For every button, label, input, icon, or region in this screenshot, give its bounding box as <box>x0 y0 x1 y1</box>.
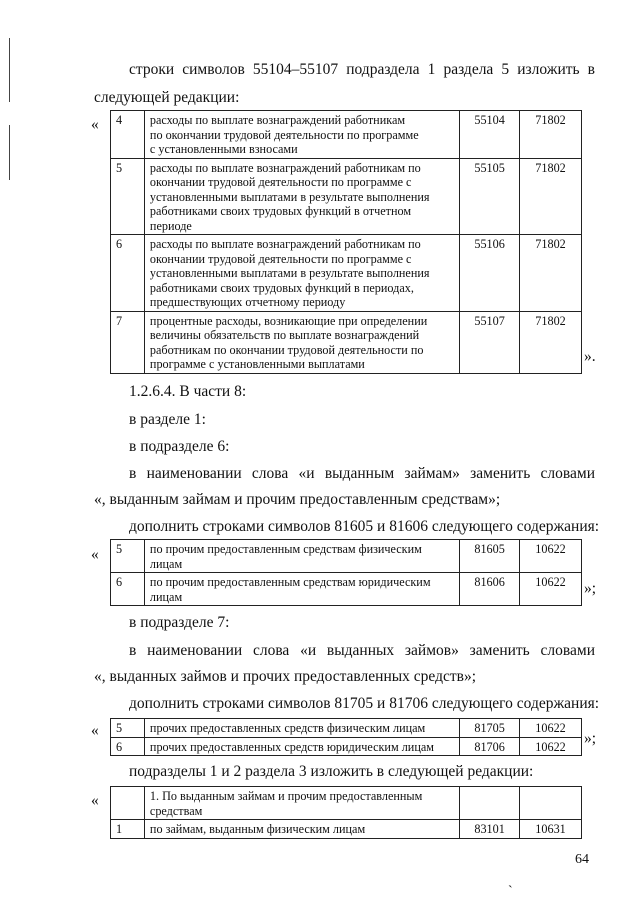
open-quote-4: « <box>91 792 99 809</box>
margin-mark-top <box>9 38 10 102</box>
row-description: прочих предоставленных средств физическим лицам <box>144 719 459 738</box>
row-description <box>144 540 459 573</box>
table-row <box>111 311 582 373</box>
reference-code: 71802 <box>520 235 582 312</box>
intro-line-1: строки символов 55104–55107 подраздела 1 раздела 5 изложить в <box>129 61 595 78</box>
subsection-title <box>144 787 459 820</box>
margin-mark-middle <box>9 125 10 180</box>
description-line: работникам по окончании трудовой деятельности по <box>149 342 424 357</box>
description-line: расходы по выплате вознаграждений работникам по <box>149 160 421 175</box>
reference-code: 10622 <box>520 573 582 606</box>
description-line: с установленными взносами <box>149 142 298 156</box>
close-quote-2: »; <box>584 580 597 597</box>
reference-code: 71802 <box>520 158 582 235</box>
section-heading: 1.2.6.4. В части 8: <box>129 383 247 400</box>
row-number: 1 <box>111 820 145 839</box>
description-line: установленными выплатами в результате выполнения <box>149 266 430 280</box>
replace1-line2: «, выданным займам и прочим предоставленным средствам»; <box>94 491 501 508</box>
page-number: 64 <box>575 852 589 867</box>
description-line: процентные расходы, возникающие при определении <box>149 313 428 328</box>
row-number: 6 <box>111 737 145 756</box>
table-section3 <box>110 786 582 839</box>
symbol-code: 81705 <box>460 719 520 738</box>
description-line: программе с установленными выплатами <box>149 357 365 371</box>
subsection-title-line: средствам <box>149 803 203 818</box>
close-quote-3: »; <box>584 730 597 747</box>
replace2-line1: в наименовании слова «и выданных займов» заменить словами <box>129 642 595 659</box>
open-quote-2: « <box>91 546 99 563</box>
row-description <box>144 235 459 312</box>
description-line: лицам <box>149 556 183 571</box>
table-row <box>111 158 582 235</box>
table-row <box>111 111 582 159</box>
row-number: 4 <box>111 111 145 159</box>
add1-line: дополнить строками символов 81605 и 81606 следующего содержания: <box>129 518 600 535</box>
row-number: 6 <box>111 573 145 606</box>
subsection-title-line: 1. По выданным займам и прочим предоставленным <box>149 789 423 803</box>
symbol-code: 81605 <box>460 540 520 573</box>
row-number: 7 <box>111 311 145 373</box>
reference-code <box>520 787 582 820</box>
description-line: расходы по выплате вознаграждений работникам по <box>149 237 421 251</box>
row-description: прочих предоставленных средств юридическим лицам <box>144 737 459 756</box>
reference-code: 10622 <box>520 540 582 573</box>
reference-code: 10622 <box>520 719 582 738</box>
description-line: расходы по выплате вознаграждений работникам <box>149 113 406 127</box>
description-line: периоде <box>149 218 192 233</box>
row-number: 5 <box>111 719 145 738</box>
replace2-line2: «, выданных займов и прочих предоставленных средств»; <box>94 668 476 685</box>
row-number: 5 <box>111 158 145 235</box>
table-symbols-81705-81706 <box>110 718 582 756</box>
description-line: работниками своих трудовых функций в отчетном <box>149 204 412 218</box>
description-line: лицам <box>149 589 183 604</box>
intro-line-2: следующей редакции: <box>94 89 240 106</box>
reference-code: 10622 <box>520 737 582 756</box>
table-row <box>111 235 582 312</box>
row-description: по займам, выданным физическим лицам <box>144 820 459 839</box>
scan-mark: ˋ <box>508 884 513 899</box>
row-description <box>144 158 459 235</box>
open-quote-3: « <box>91 722 99 739</box>
open-quote-1: « <box>91 116 99 133</box>
row-description <box>144 111 459 159</box>
table-row <box>111 737 582 756</box>
close-quote-1: ». <box>584 348 596 365</box>
section-sub3: в подразделе 7: <box>129 614 230 631</box>
table-header-row <box>111 787 582 820</box>
row-number: 5 <box>111 540 145 573</box>
description-line: величины обязательств по выплате вознаграждений <box>149 328 420 342</box>
symbol-code <box>460 787 520 820</box>
replace1-line1: в наименовании слова «и выданным займам» заменить словами <box>129 465 595 482</box>
description-line: окончании трудовой деятельности по программе с <box>149 175 412 189</box>
row-description <box>144 573 459 606</box>
table-row <box>111 820 582 839</box>
table-symbols-81605-81606 <box>110 539 582 606</box>
description-line: окончании трудовой деятельности по программе с <box>149 251 412 266</box>
description-line: установленными выплатами в результате выполнения <box>149 189 430 204</box>
reference-code: 71802 <box>520 311 582 373</box>
symbol-code: 81706 <box>460 737 520 756</box>
symbol-code: 55107 <box>460 311 520 373</box>
description-line: по окончании трудовой деятельности по программе <box>149 127 419 142</box>
row-number: 6 <box>111 235 145 312</box>
symbol-code: 55104 <box>460 111 520 159</box>
reference-code: 71802 <box>520 111 582 159</box>
section3-line: подразделы 1 и 2 раздела 3 изложить в следующей редакции: <box>129 763 534 780</box>
reference-code: 10631 <box>520 820 582 839</box>
description-line: по прочим предоставленным средствам физическим <box>149 542 422 556</box>
description-line: предшествующих отчетному периоду <box>149 295 346 309</box>
row-number <box>111 787 145 820</box>
table-symbols-55104-55107 <box>110 110 582 374</box>
table-row <box>111 540 582 573</box>
table-row <box>111 719 582 738</box>
symbol-code: 55106 <box>460 235 520 312</box>
description-line: работниками своих трудовых функций в периодах, <box>149 280 414 295</box>
row-description <box>144 311 459 373</box>
add2-line: дополнить строками символов 81705 и 81706 следующего содержания: <box>129 695 600 712</box>
symbol-code: 83101 <box>460 820 520 839</box>
section-sub1: в разделе 1: <box>129 411 206 428</box>
section-sub2: в подразделе 6: <box>129 438 230 455</box>
description-line: по прочим предоставленным средствам юридическим <box>149 575 431 589</box>
symbol-code: 55105 <box>460 158 520 235</box>
symbol-code: 81606 <box>460 573 520 606</box>
table-row <box>111 573 582 606</box>
